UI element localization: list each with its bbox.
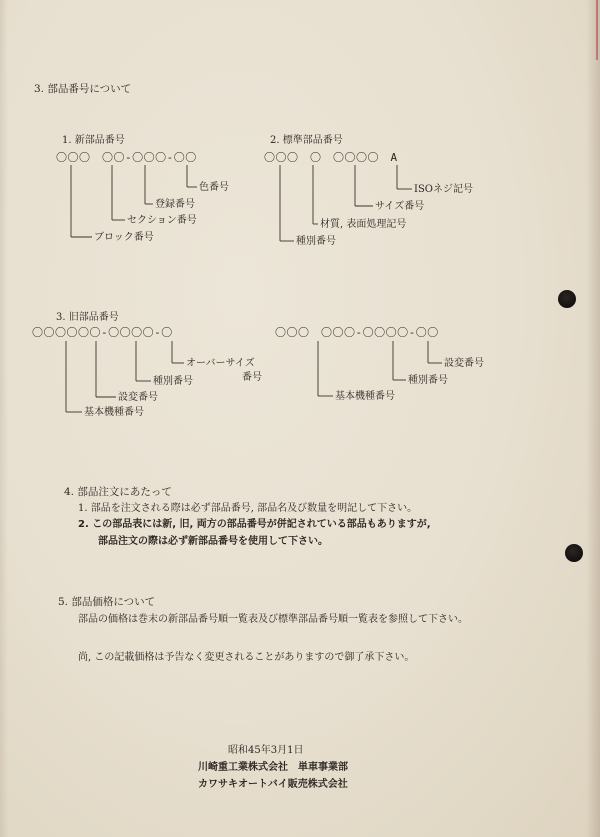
old-part-left-label-oversize: オーバーサイズ: [186, 358, 255, 369]
std-part-label-size: サイズ番号: [375, 201, 425, 212]
std-part-code: 〇〇〇 〇 〇〇〇〇 A: [264, 151, 398, 164]
old-part-title: 3. 旧部品番号: [56, 312, 119, 323]
new-part-code: 〇〇〇 〇〇-〇〇〇-〇〇: [56, 151, 197, 164]
binder-hole-bottom: [565, 544, 583, 562]
std-part-label-iso: ISOネジ記号: [414, 184, 473, 195]
section-4-item-2-line-1: 2. この部品表には新, 旧, 両方の部品番号が併記されている部品もありますが,: [78, 519, 431, 530]
std-part-title: 2. 標準部品番号: [270, 135, 343, 146]
old-part-left-label-oversize-2: 番号: [242, 372, 262, 383]
old-part-right-label-base-model: 基本機種番号: [335, 391, 395, 402]
binder-hole-top: [558, 290, 576, 308]
new-part-label-section: セクション番号: [127, 215, 197, 226]
old-part-left-label-base-model: 基本機種番号: [84, 407, 144, 418]
old-part-code-right: 〇〇〇 〇〇〇-〇〇〇〇-〇〇: [275, 326, 439, 339]
publisher-line-1: 川崎重工業株式会社 単車事業部: [198, 762, 348, 773]
section-5-line-2: 尚, この記載価格は予告なく変更されることがありますので御了承下さい。: [78, 652, 415, 663]
section-4-item-2-line-2: 部品注文の際は必ず新部品番号を使用して下さい。: [98, 536, 328, 547]
page-edge-shadow-right: [586, 0, 600, 837]
section-5-heading: 5. 部品価格について: [58, 596, 156, 608]
binding-mark: [596, 0, 598, 60]
new-part-label-registration: 登録番号: [155, 199, 195, 210]
publisher-line-2: カワサキオートバイ販売株式会社: [198, 779, 348, 790]
section-3-heading: 3. 部品番号について: [34, 83, 132, 95]
old-part-right-label-type: 種別番号: [408, 375, 448, 386]
old-part-code-left: 〇〇〇〇〇〇-〇〇〇〇-〇: [32, 326, 173, 339]
page-edge-shadow-left: [0, 0, 8, 837]
old-part-left-label-type: 種別番号: [153, 376, 193, 387]
section-4-heading: 4. 部品注文にあたって: [64, 486, 172, 498]
new-part-label-color: 色番号: [199, 182, 229, 193]
std-part-label-type: 種別番号: [296, 236, 336, 247]
publication-date: 昭和45年3月1日: [228, 745, 304, 756]
section-5-line-1: 部品の価格は巻末の新部品番号順一覧表及び標準部品番号順一覧表を参照して下さい。: [78, 614, 468, 625]
old-part-left-label-design-change: 設変番号: [118, 392, 158, 403]
new-part-title: 1. 新部品番号: [62, 135, 125, 146]
std-part-label-material: 材質, 表面処理記号: [320, 219, 407, 230]
section-4-item-1: 1. 部品を注文される際は必ず部品番号, 部品名及び数量を明記して下さい。: [78, 503, 418, 514]
old-part-right-label-design-change: 設変番号: [444, 358, 484, 369]
new-part-label-block: ブロック番号: [94, 232, 154, 243]
